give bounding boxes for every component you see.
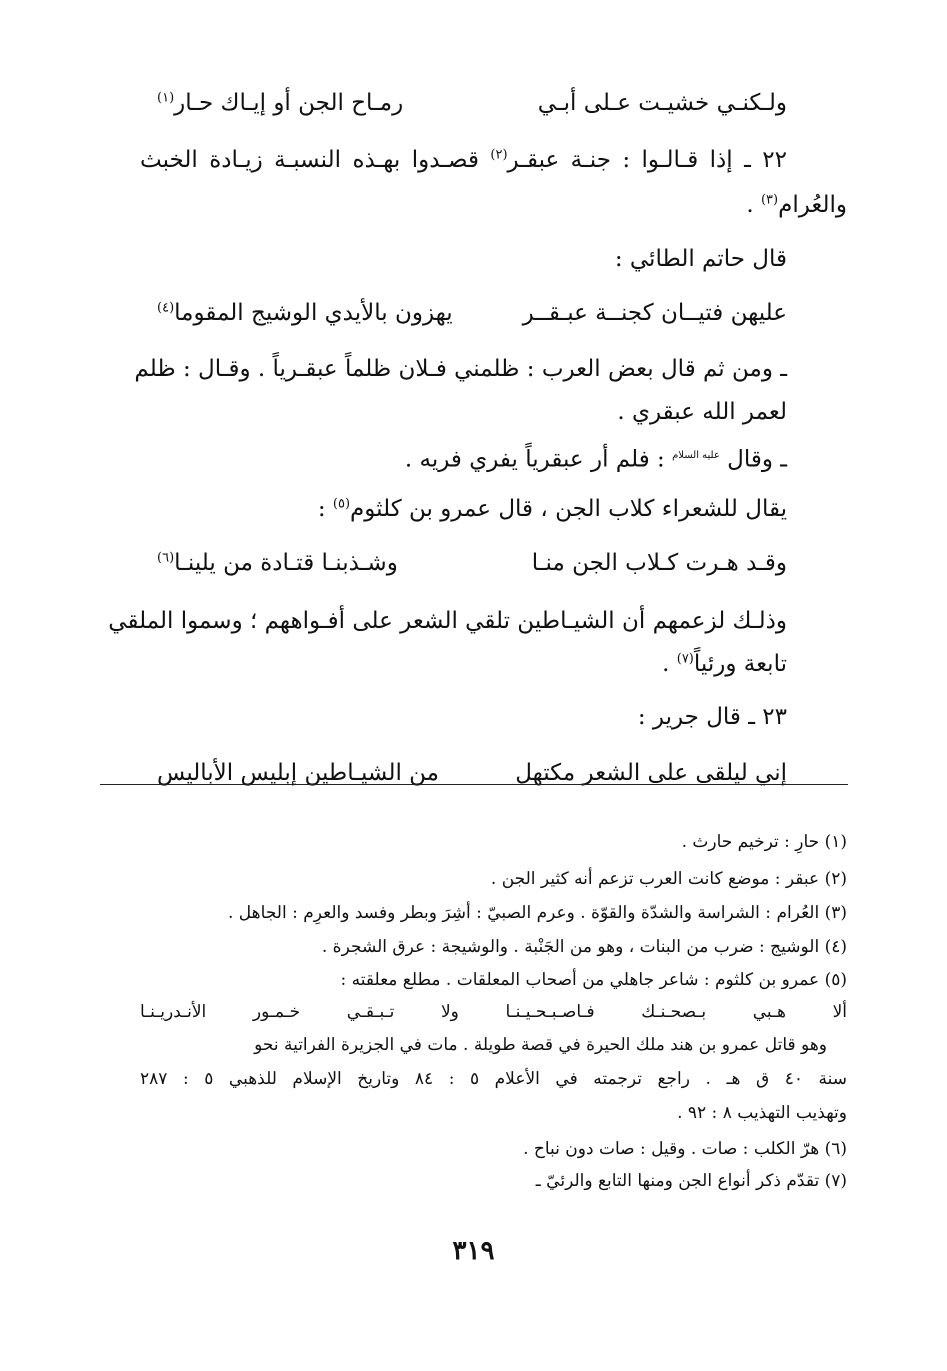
footnote-ref-5: (٥): [332, 496, 351, 512]
verse-3-left-text: وشـذبنـا قتـادة من يلينـا: [174, 550, 398, 576]
hadith-text-b: : فلم أر عبقرياً يفري فريه .: [404, 446, 665, 473]
footnote-6: (٦) هرّ الكلب : صات . وقيل : صات دون نباح .: [523, 1139, 847, 1159]
item-22-text-b: قصـدوا بهـذه النسبـة زيـادة الخبث: [140, 147, 491, 173]
footnote-5-line-3: سنة ٤٠ ق هـ . راجع ترجمته في الأعلام ٥ : ٨٤ وتاريخ الإسلام للذهبي ٥ : ٢٨٧: [140, 1069, 847, 1089]
verse-2-right-hemistich: عليهن فتيــان كجنــة عبـقــر: [522, 300, 787, 326]
footnote-ref-7: (٧): [676, 651, 694, 667]
footnote-1: (١) حارِ : ترخيم حارث .: [681, 832, 847, 852]
verse-1: [157, 86, 787, 120]
poets-end: :: [317, 496, 333, 522]
arabs-saying-line-1: ـ ومن ثم قال بعض العرب : ظلمني فـلان ظلماً عبقـرياً . وقـال : ظلم: [134, 356, 787, 382]
footnote-5-verse: ألا هـبي بـصحـنـك فـاصـبـحـيـنـا ولا تـبـقـي خـمـور الأنـدريـنـا: [140, 1002, 847, 1022]
verse-1-left-text: رمـاح الجن أو إيـاك حـار: [174, 90, 404, 116]
verse-1-right-hemistich: ولـكنـي خشيـت عـلى أبـي: [537, 90, 787, 116]
item-22-text-a: ٢٢ ـ إذا قـالـوا : جنـة عبقـر: [507, 147, 787, 173]
claim-end: .: [662, 651, 677, 677]
hadith-line: [405, 439, 787, 477]
verse-2-left-hemistich: [157, 296, 453, 330]
footnote-ref-4: (٤): [157, 300, 175, 316]
item-22-line-2-end: .: [746, 192, 761, 218]
footnote-2: (٢) عبقر : موضع كانت العرب تزعم أنه كثير الجن .: [490, 869, 847, 889]
item-22-line-2-text: والعُرام: [778, 192, 847, 218]
verse-3-right-hemistich: وقـد هـرت كـلاب الجن منـا: [531, 550, 787, 576]
footnote-7: (٧) تقدّم ذكر أنواع الجن ومنها التابع والرئيّ ـ: [535, 1171, 847, 1191]
page-number: ٣١٩: [452, 1236, 495, 1266]
footnote-5-line-4: وتهذيب التهذيب ٨ : ٩٢ .: [677, 1103, 847, 1123]
arabs-saying-line-2: لعمر الله عبقري .: [617, 399, 787, 425]
verse-1-left-hemistich: [157, 86, 403, 120]
footnote-ref-6: (٦): [157, 550, 175, 566]
poets-text: يقال للشعراء كلاب الجن ، قال عمرو بن كلثوم: [350, 496, 787, 522]
verse-4-right-hemistich: إني ليلقى على الشعر مكتهل: [515, 760, 787, 786]
verse-4-left-hemistich: من الشيـاطين إبليس الأباليس: [157, 760, 439, 786]
item-22-line-1: [140, 143, 787, 177]
hatim-intro: قال حاتم الطائي :: [614, 246, 787, 272]
verse-3-left-hemistich: [157, 546, 398, 580]
footnote-4: (٤) الوشيج : ضرب من البنات ، وهو من الجَنْبة . والوشيجة : عرق الشجرة .: [321, 937, 847, 957]
poets-line: [318, 492, 787, 526]
footnote-5: (٥) عمرو بن كلثوم : شاعر جاهلي من أصحاب المعلقات . مطلع معلقته :: [340, 970, 847, 990]
footnote-divider: [100, 784, 848, 785]
footnote-ref-3: (٣): [760, 192, 779, 208]
claim-line-1: وذلـك لزعمهم أن الشيـاطين تلقي الشعر على أفـواههم ؛ وسموا الملقي: [108, 608, 787, 634]
claim-line-2: [662, 647, 787, 681]
verse-2-left-text: يهزون بالأيدي الوشيج المقوما: [174, 300, 453, 326]
footnote-5-line-2: وهو قاتل عمرو بن هند ملك الحيرة في قصة طويلة . مات في الجزيرة الفراتية نحو: [254, 1035, 827, 1055]
footnote-ref-2: (٢): [490, 147, 508, 163]
honorific: عليه السلام: [672, 450, 720, 461]
claim-text: تابعة ورئياً: [693, 651, 787, 677]
verse-2: [157, 296, 787, 330]
item-23: ٢٣ ـ قال جرير :: [637, 704, 787, 730]
item-22-line-2: [746, 188, 847, 222]
footnote-ref-1: (١): [157, 90, 175, 106]
footnote-3: (٣) العُرام : الشراسة والشدّة والقوّة . وعرم الصبيّ : أشِرَ وبطر وفسد والعرِم : الجاهل .: [228, 903, 847, 923]
verse-3: [157, 546, 787, 580]
hadith-text-a: ـ وقال: [719, 446, 787, 473]
